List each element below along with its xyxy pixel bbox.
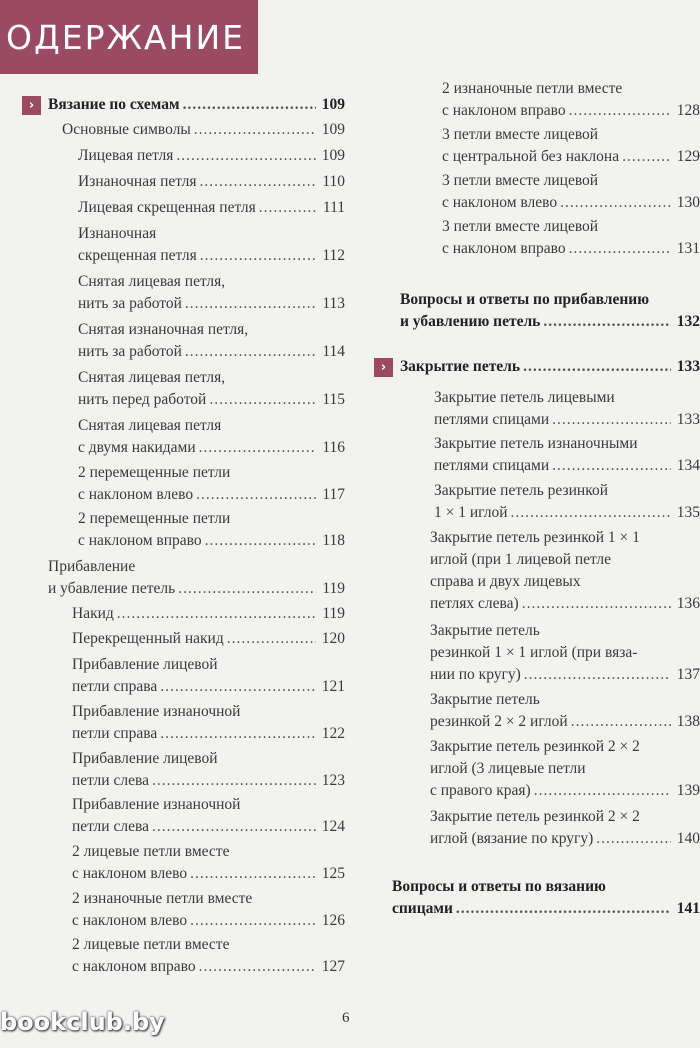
dot-leader	[205, 530, 316, 552]
toc-page-number: 137	[676, 666, 700, 683]
toc-entry[interactable]	[72, 794, 345, 838]
toc-entry-title: 3 петли вместе лицевой	[442, 218, 599, 235]
toc-entry-title: петлями спицами	[434, 411, 550, 428]
toc-entry-title: Закрытие петель резинкой 2 × 2	[430, 808, 640, 825]
toc-entry-title: петли слева	[72, 772, 149, 789]
toc-entry-title: с наклоном влево	[442, 194, 558, 211]
dot-leader	[152, 816, 316, 838]
toc-page-number: 119	[322, 580, 345, 597]
toc-page-number: 134	[676, 457, 700, 474]
toc-entry[interactable]	[72, 888, 345, 932]
dot-leader	[194, 119, 316, 141]
dot-leader	[560, 192, 671, 214]
toc-entry[interactable]	[72, 603, 345, 625]
toc-page-number: 111	[322, 199, 345, 216]
toc-entry[interactable]	[430, 736, 700, 802]
toc-entry-title: с наклоном вправо	[442, 102, 566, 119]
dot-leader	[176, 145, 316, 167]
dot-leader	[524, 664, 671, 686]
dot-leader	[196, 484, 316, 506]
toc-entry-title: и убавление петель	[48, 580, 176, 597]
toc-entry[interactable]	[72, 748, 345, 792]
toc-entry-title: 3 петли вместе лицевой	[442, 172, 599, 189]
toc-entry[interactable]	[72, 701, 345, 745]
toc-entry-title: Снятая лицевая петля	[78, 417, 222, 434]
toc-page-number: 135	[676, 504, 700, 521]
dot-leader	[160, 676, 316, 698]
toc-entry[interactable]	[78, 319, 345, 363]
toc-entry-title: Закрытие петель резинкой 2 × 2	[430, 738, 640, 755]
dot-leader	[185, 341, 316, 363]
toc-page-number: 122	[321, 725, 345, 742]
dot-leader	[523, 356, 671, 378]
toc-entry[interactable]	[392, 876, 700, 920]
dot-leader	[552, 455, 671, 477]
toc-entry-title: с наклоном вправо	[78, 532, 202, 549]
toc-entry-title: с наклоном вправо	[442, 240, 566, 257]
toc-entry-title: Прибавление лицевой	[72, 750, 218, 767]
toc-page-number: 118	[322, 532, 345, 549]
toc-entry-title: Закрытие петель лицевыми	[434, 389, 615, 406]
dot-leader	[569, 100, 671, 122]
toc-entry-title: 2 перемещенные петли	[78, 510, 231, 527]
toc-page-number: 123	[321, 772, 345, 789]
toc-entry-title: петли справа	[72, 725, 158, 742]
toc-page-number: 128	[676, 102, 700, 119]
toc-page-number: 124	[321, 818, 345, 835]
toc-entry[interactable]	[434, 480, 700, 524]
toc-entry-title: Вопросы и ответы по вязанию	[392, 878, 606, 895]
dot-leader	[571, 711, 671, 733]
toc-entry-title: петлях слева)	[430, 595, 519, 612]
toc-entry[interactable]	[430, 806, 700, 850]
toc-entry[interactable]	[442, 170, 700, 214]
toc-entry-title: петли слева	[72, 818, 149, 835]
toc-entry[interactable]	[72, 934, 345, 978]
toc-entry-title: 2 изнаночные петли вместе	[72, 890, 253, 907]
dot-leader	[117, 603, 316, 625]
dot-leader	[456, 898, 671, 920]
dot-leader	[178, 578, 316, 600]
toc-page-number: 115	[322, 391, 345, 408]
toc-entry-title: Накид	[72, 605, 114, 622]
toc-page-number: 109	[321, 96, 345, 113]
toc-entry-title: Изнаночная	[78, 225, 157, 242]
toc-entry-title: 2 изнаночные петли вместе	[442, 80, 623, 97]
dot-leader	[511, 502, 671, 524]
toc-entry-title: 2 лицевые петли вместе	[72, 843, 230, 860]
page-number: 6	[342, 1010, 350, 1026]
toc-entry-title: Перекрещенный накид	[72, 630, 224, 647]
dot-leader	[543, 311, 671, 333]
chevron-right-icon: ›	[374, 358, 393, 377]
dot-leader	[259, 197, 316, 219]
toc-entry-title: Закрытие петель	[430, 691, 540, 708]
toc-entry-title: Закрытие петель	[400, 358, 521, 375]
toc-entry[interactable]	[430, 620, 700, 686]
toc-entry-title: 1 × 1 иглой	[434, 504, 508, 521]
toc-entry-title: Лицевая петля	[78, 147, 174, 164]
toc-page-number: 110	[322, 173, 345, 190]
toc-entry-title: с правого края)	[430, 782, 531, 799]
toc-page-number: 120	[321, 630, 345, 647]
toc-page-number: 139	[676, 782, 700, 799]
toc-entry[interactable]	[72, 841, 345, 885]
dot-leader	[185, 293, 316, 315]
toc-entry-title: Изнаночная петля	[78, 173, 197, 190]
toc-page-number: 116	[322, 439, 345, 456]
chevron-right-icon: ›	[22, 96, 41, 115]
toc-entry-title: Снятая изнаночная петля,	[78, 321, 249, 338]
toc-page-number: 125	[321, 865, 345, 882]
toc-entry-title: с наклоном влево	[72, 912, 188, 929]
toc-entry-title: Прибавление изнаночной	[72, 796, 241, 813]
toc-entry[interactable]	[78, 145, 345, 167]
toc-entry[interactable]	[78, 171, 345, 193]
toc-entry-title: петлями спицами	[434, 457, 550, 474]
toc-entry-title: Закрытие петель	[430, 622, 540, 639]
dot-leader	[209, 389, 316, 411]
toc-entry-title: нить за работой	[78, 295, 182, 312]
toc-page-number: 109	[321, 121, 345, 138]
toc-page-number: 117	[322, 486, 345, 503]
dot-leader	[190, 863, 316, 885]
toc-entry[interactable]	[48, 94, 345, 116]
toc-page-number: 131	[676, 240, 700, 257]
toc-page-number: 127	[321, 958, 345, 975]
toc-entry-title: с наклоном влево	[78, 486, 194, 503]
toc-entry[interactable]	[78, 271, 345, 315]
dot-leader	[200, 171, 316, 193]
toc-entry-title: Закрытие петель резинкой	[434, 482, 608, 499]
toc-entry-title: с двумя накидами	[78, 439, 196, 456]
dot-leader	[199, 437, 316, 459]
toc-page-number: 130	[676, 194, 700, 211]
toc-entry-title: Вопросы и ответы по прибавлению	[400, 291, 650, 308]
toc-entry-title: 2 перемещенные петли	[78, 464, 231, 481]
toc-entry-title: 3 петли вместе лицевой	[442, 126, 599, 143]
toc-entry-title: Закрытие петель изнаночными	[434, 435, 638, 452]
toc-entry[interactable]	[442, 216, 700, 260]
dot-leader	[200, 245, 316, 267]
toc-entry-title: 2 лицевые петли вместе	[72, 936, 230, 953]
toc-entry-title: Основные символы	[62, 121, 191, 138]
toc-page-number: 121	[321, 678, 345, 695]
toc-page-number: 112	[322, 247, 345, 264]
toc-entry-title: нить перед работой	[78, 391, 207, 408]
toc-page-number: 141	[676, 900, 700, 917]
dot-leader	[190, 910, 316, 932]
toc-entry-title: скрещенная петля	[78, 247, 197, 264]
toc-entry-title: Лицевая скрещенная петля	[78, 199, 256, 216]
toc-entry-title: иглой (3 лицевые петли	[430, 760, 586, 777]
page-title: ОДЕРЖАНИЕ	[6, 18, 245, 57]
dot-leader	[596, 828, 671, 850]
toc-entry-title: Прибавление	[48, 558, 136, 575]
toc-entry-title: с наклоном вправо	[72, 958, 196, 975]
toc-entry[interactable]	[72, 654, 345, 698]
toc-entry[interactable]	[78, 367, 345, 411]
toc-entry-title: петли справа	[72, 678, 158, 695]
toc-entry[interactable]	[442, 78, 700, 122]
toc-entry-title: резинкой 1 × 1 иглой (при вяза-	[430, 644, 638, 661]
toc-entry[interactable]	[78, 415, 345, 459]
toc-entry[interactable]	[62, 119, 345, 141]
toc-entry-title: и убавлению петель	[400, 313, 541, 330]
dot-leader	[183, 94, 316, 116]
dot-leader	[152, 770, 316, 792]
toc-entry[interactable]	[78, 197, 345, 219]
toc-page-number: 133	[676, 358, 700, 375]
toc-entry-title: с наклоном влево	[72, 865, 188, 882]
toc-page-number: 129	[676, 148, 700, 165]
toc-page-number: 119	[322, 605, 345, 622]
dot-leader	[622, 146, 671, 168]
toc-entry[interactable]	[78, 508, 345, 552]
toc-page-number: 109	[321, 147, 345, 164]
dot-leader	[160, 723, 316, 745]
dot-leader	[522, 593, 671, 615]
toc-entry-title: Снятая лицевая петля,	[78, 273, 226, 290]
toc-entry-title: иглой (вязание по кругу)	[430, 830, 594, 847]
toc-entry-title: справа и двух лицевых	[430, 573, 581, 590]
toc-page-number: 114	[322, 343, 345, 360]
toc-entry-title: Прибавление лицевой	[72, 656, 218, 673]
toc-entry[interactable]	[430, 689, 700, 733]
toc-page-number: 138	[676, 713, 700, 730]
toc-entry[interactable]	[400, 356, 700, 378]
toc-entry-title: Вязание по схемам	[48, 96, 180, 113]
toc-entry-title: Закрытие петель резинкой 1 × 1	[430, 529, 640, 546]
section-header-band	[0, 0, 258, 74]
toc-entry-title: резинкой 2 × 2 иглой	[430, 713, 568, 730]
toc-entry-title: нить за работой	[78, 343, 182, 360]
toc-page-number: 140	[676, 830, 700, 847]
toc-entry-title: иглой (при 1 лицевой петле	[430, 551, 612, 568]
toc-entry[interactable]	[442, 124, 700, 168]
toc-entry-title: нии по кругу)	[430, 666, 521, 683]
toc-page-number: 133	[676, 411, 700, 428]
dot-leader	[534, 780, 671, 802]
dot-leader	[552, 409, 671, 431]
toc-page-number: 113	[322, 295, 345, 312]
toc-entry[interactable]	[72, 628, 345, 650]
toc-page-number: 126	[321, 912, 345, 929]
toc-entry-title: с центральной без наклона	[442, 148, 620, 165]
toc-entry-title: Снятая лицевая петля,	[78, 369, 226, 386]
toc-page-number: 136	[676, 595, 700, 612]
watermark-site: bookclub.by	[0, 1008, 165, 1036]
dot-leader	[199, 956, 316, 978]
toc-entry[interactable]	[48, 556, 345, 600]
dot-leader	[227, 628, 316, 650]
toc-entry[interactable]	[430, 527, 700, 615]
dot-leader	[569, 238, 671, 260]
toc-entry-title: спицами	[392, 900, 453, 917]
toc-entry-title: Прибавление изнаночной	[72, 703, 241, 720]
toc-entry[interactable]	[400, 289, 700, 333]
toc-entry[interactable]	[78, 462, 345, 506]
toc-entry[interactable]	[434, 387, 700, 431]
toc-page-number: 132	[676, 313, 700, 330]
toc-entry[interactable]	[434, 433, 700, 477]
toc-entry[interactable]	[78, 223, 345, 267]
